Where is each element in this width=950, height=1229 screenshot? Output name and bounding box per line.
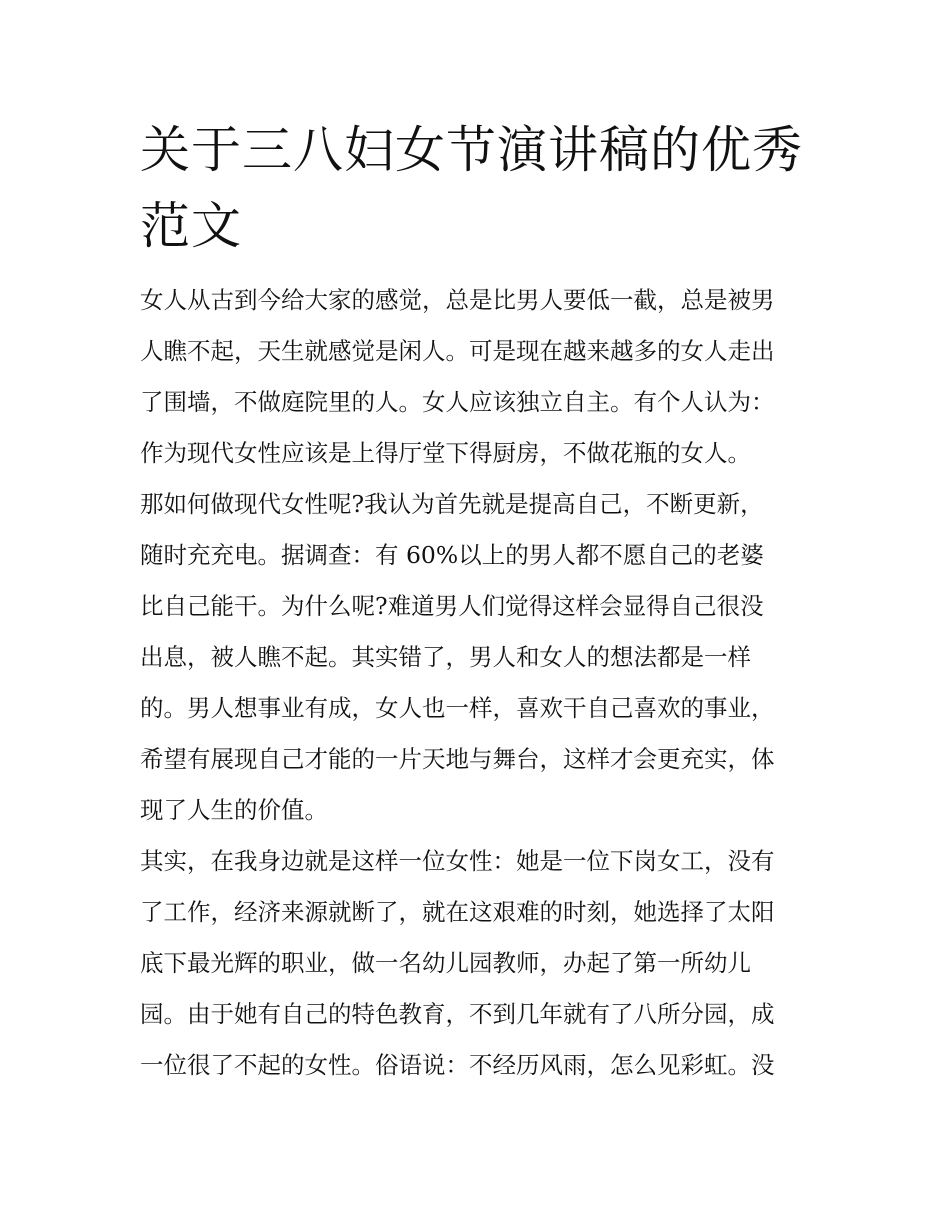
body-line: 那如何做现代女性呢?我认为首先就是提高自己，不断更新， [140,490,764,518]
body-line: 女人从古到今给大家的感觉，总是比男人要低一截，总是被男 [140,286,775,314]
body-line: 人瞧不起，天生就感觉是闲人。可是现在越来越多的女人走出 [140,337,775,365]
body-line: 了工作，经济来源就断了，就在这艰难的时刻，她选择了太阳 [140,898,775,926]
body-line: 随时充充电。据调查：有 60%以上的男人都不愿自己的老婆 [140,541,764,569]
body-line: 的。男人想事业有成，女人也一样，喜欢干自己喜欢的事业， [140,694,775,722]
body-line: 其实，在我身边就是这样一位女性：她是一位下岗女工，没有 [140,847,775,875]
body-line: 出息，被人瞧不起。其实错了，男人和女人的想法都是一样 [140,643,751,671]
body-line: 比自己能干。为什么呢?难道男人们觉得这样会显得自己很没 [140,592,764,620]
document-title [140,112,820,264]
title-line: 范文 [140,197,242,255]
title-line: 关于三八妇女节演讲稿的优秀 [140,121,803,179]
body-line: 希望有展现自己才能的一片天地与舞台，这样才会更充实，体 [140,745,775,773]
body-line: 园。由于她有自己的特色教育，不到几年就有了八所分园，成 [140,1000,775,1028]
document-body [140,278,812,1094]
body-line: 底下最光辉的职业，做一名幼儿园教师，办起了第一所幼儿 [140,949,751,977]
body-line: 了围墙，不做庭院里的人。女人应该独立自主。有个人认为： [140,388,775,416]
body-line: 现了人生的价值。 [140,796,328,824]
body-line: 一位很了不起的女性。俗语说：不经历风雨，怎么见彩虹。没 [140,1051,775,1079]
body-line: 作为现代女性应该是上得厅堂下得厨房，不做花瓶的女人。 [140,439,751,467]
